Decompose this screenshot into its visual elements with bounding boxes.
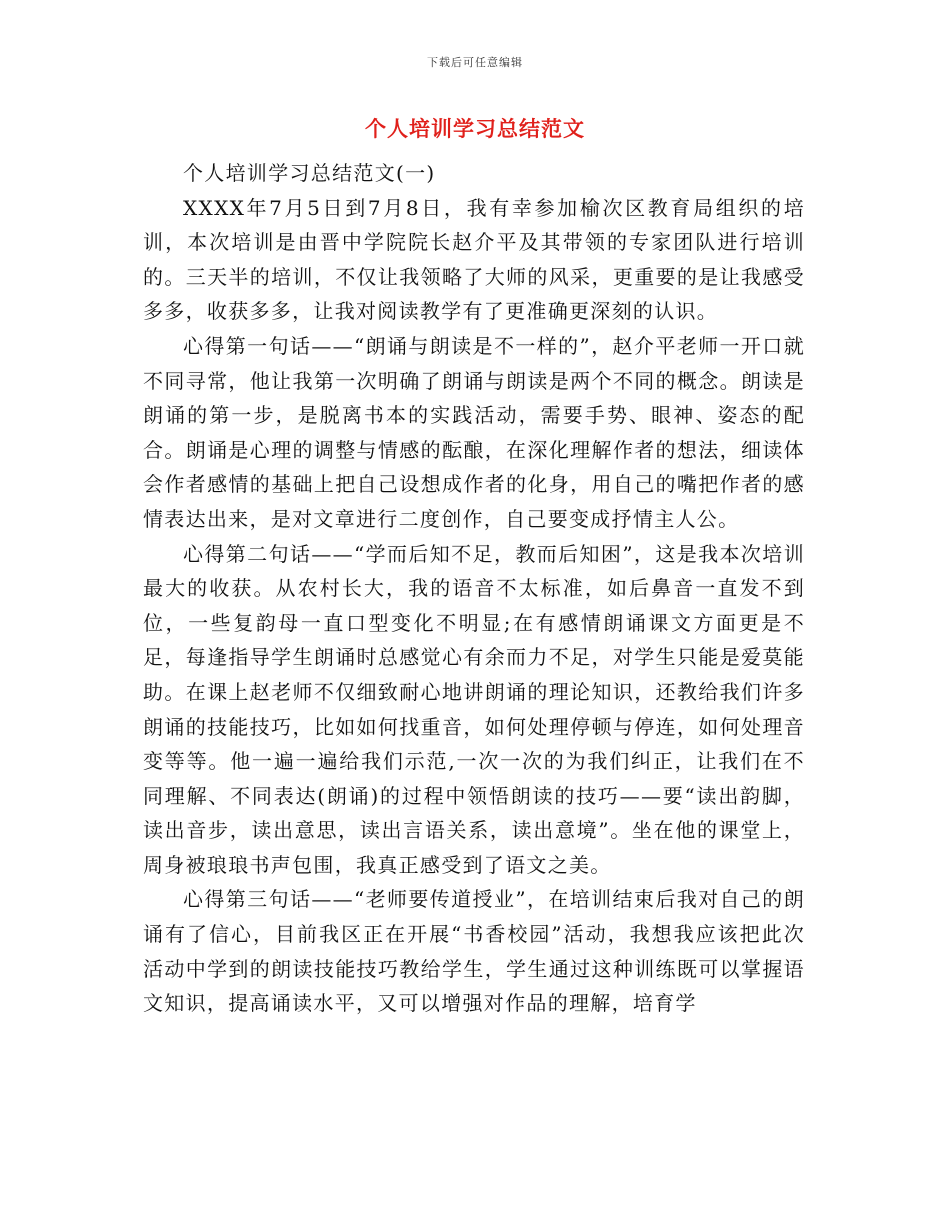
document-body bbox=[143, 156, 805, 1021]
header-note: 下载后可任意编辑 bbox=[427, 56, 523, 69]
paragraph: 心得第二句话——“学而后知不足，教而后知困”，这是我本次培训最大的收获。从农村长大，我的语音不太标准，如后鼻音一直发不到位，一些复韵母一直口型变化不明显;在有感情朗诵课文方面更是不足，每逢指导学生朗诵时总感觉心有余而力不足，对学生只能是爱莫能助。在课上赵老师不仅细致耐心地讲朗诵的理论知识，还教给我们许多朗诵的技能技巧，比如如何找重音，如何处理停顿与停连，如何处理音变等等。他一遍一遍给我们示范,一次一次的为我们纠正，让我们在不同理解、不同表达(朗诵)的过程中领悟朗读的技巧——要“读出韵脚，读出音步，读出意思，读出言语关系，读出意境”。坐在他的课堂上，周身被琅琅书声包围，我真正感受到了语文之美。 bbox=[143, 541, 805, 877]
section-subtitle: 个人培训学习总结范文(一) bbox=[183, 161, 436, 185]
paragraph: XXXX年7月5日到7月8日，我有幸参加榆次区教育局组织的培训，本次培训是由晋中学院院长赵介平及其带领的专家团队进行培训的。三天半的培训，不仅让我领略了大师的风采，更重要的是让我感受多多，收获多多，让我对阅读教学有了更准确更深刻的认识。 bbox=[143, 195, 805, 324]
document-title: 个人培训学习总结范文 bbox=[365, 117, 585, 141]
paragraph: 心得第一句话——“朗诵与朗读是不一样的”，赵介平老师一开口就不同寻常，他让我第一次明确了朗诵与朗读是两个不同的概念。朗读是朗诵的第一步，是脱离书本的实践活动，需要手势、眼神、姿态的配合。朗诵是心理的调整与情感的酝酿，在深化理解作者的想法，细读体会作者感情的基础上把自己设想成作者的化身，用自己的嘴把作者的感情表达出来，是对文章进行二度创作，自己要变成抒情主人公。 bbox=[143, 333, 805, 531]
paragraph: 心得第三句话——“老师要传道授业”，在培训结束后我对自己的朗诵有了信心，目前我区正在开展“书香校园”活动，我想我应该把此次活动中学到的朗读技能技巧教给学生，学生通过这种训练既可以掌握语文知识，提高诵读水平，又可以增强对作品的理解，培育学 bbox=[143, 887, 805, 1016]
